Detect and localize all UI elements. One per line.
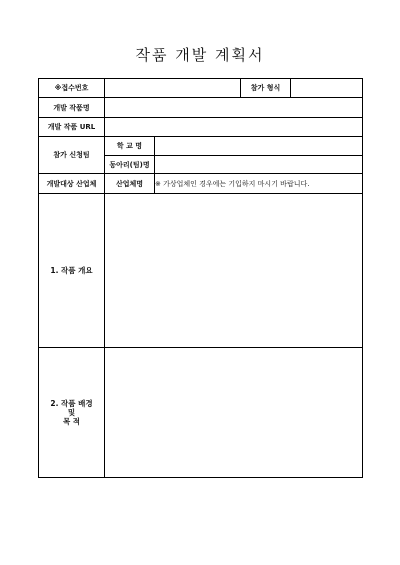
- club-name-label: 동아리(팀)명: [105, 156, 155, 174]
- participation-type-field[interactable]: [291, 79, 363, 98]
- receipt-number-label: ※접수번호: [39, 79, 105, 98]
- work-url-field[interactable]: [105, 118, 363, 137]
- target-company-label: 개발대상 산업체: [39, 174, 105, 194]
- work-url-label: 개발 작품 URL: [39, 118, 105, 137]
- company-row: [39, 174, 363, 194]
- background-row: [39, 348, 363, 478]
- school-row: [39, 137, 363, 156]
- background-label-line1: 2. 작품 배경: [50, 399, 93, 408]
- overview-label: [39, 194, 105, 348]
- company-name-field[interactable]: [155, 174, 363, 194]
- company-note: ※ 가상업체인 경우에는 기입하지 마시기 바랍니다.: [155, 179, 310, 188]
- background-label-line2: 및: [67, 408, 76, 417]
- overview-label-text: 1. 작품 개요: [50, 266, 93, 275]
- background-field[interactable]: [105, 348, 363, 478]
- overview-field[interactable]: [105, 194, 363, 348]
- school-name-field[interactable]: [155, 137, 363, 156]
- plan-form-table: [38, 78, 363, 478]
- work-name-field[interactable]: [105, 98, 363, 118]
- receipt-number-field[interactable]: [105, 79, 241, 98]
- club-name-field[interactable]: [155, 156, 363, 174]
- page-title: 작품 개발 계획서: [135, 46, 265, 64]
- work-name-label: 개발 작품명: [39, 98, 105, 118]
- background-label-text: [50, 399, 92, 426]
- receipt-row: [39, 79, 363, 98]
- school-name-label: 학 교 명: [105, 137, 155, 156]
- overview-row: [39, 194, 363, 348]
- company-name-label: 산업체명: [105, 174, 155, 194]
- team-label: 참가 신청팀: [39, 137, 105, 174]
- background-label: [39, 348, 105, 478]
- work-name-row: [39, 98, 363, 118]
- work-url-row: [39, 118, 363, 137]
- participation-type-label: 참가 형식: [241, 79, 291, 98]
- background-label-line3: 목 적: [62, 417, 81, 426]
